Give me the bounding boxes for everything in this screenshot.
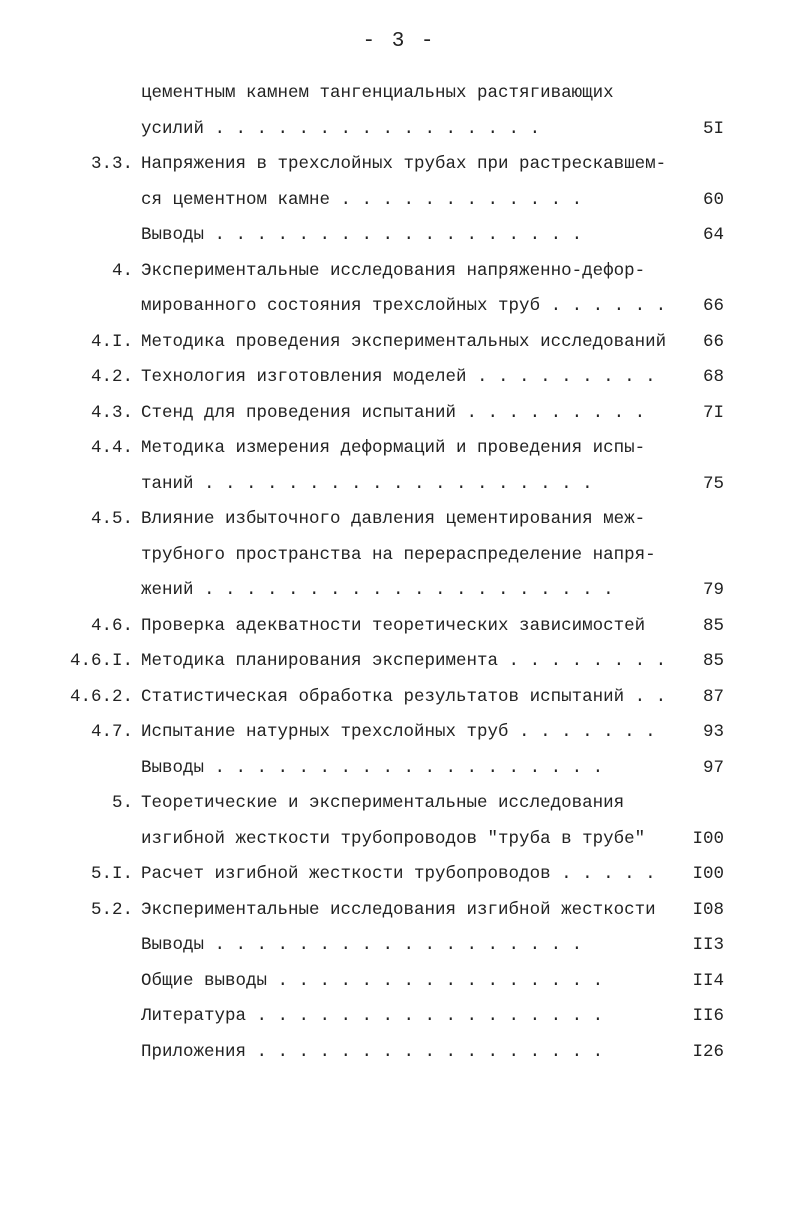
toc-section-number: 4.6. <box>90 615 133 636</box>
toc-page-number: 5I <box>702 118 724 139</box>
toc-line <box>0 540 798 570</box>
toc-page-number: 75 <box>702 473 724 494</box>
page-number: - 3 - <box>362 30 436 53</box>
toc-line <box>0 788 798 818</box>
toc-line <box>0 185 798 215</box>
toc-page-number: 66 <box>702 296 724 316</box>
toc-page-number: I00 <box>692 864 724 884</box>
toc-page-number: 93 <box>702 722 724 742</box>
toc-page-number: 60 <box>702 189 724 210</box>
toc-entry-text: жений . . . . . . . . . . . . . . . . . . . . <box>141 580 614 600</box>
toc-line <box>0 930 798 960</box>
toc-entry-text: Статистическая обработка результатов испытаний . . <box>141 686 667 707</box>
toc-entry-text: Экспериментальные исследования напряженно-дефор- <box>141 260 646 281</box>
toc-entry-text: Методика проведения экспериментальных исследований <box>141 331 667 352</box>
toc-line <box>0 1001 798 1031</box>
toc-entry-text: Испытание натурных трехслойных труб . . . . . . . <box>141 722 656 742</box>
toc-section-number: 4.6.I. <box>69 651 133 671</box>
toc-page-number: I26 <box>692 1041 724 1062</box>
toc-line <box>0 966 798 996</box>
toc-entry-text: ся цементном камне . . . . . . . . . . . . <box>141 189 583 210</box>
toc-line <box>0 646 798 676</box>
toc-line <box>0 895 798 925</box>
toc-entry-text: Методика планирования эксперимента . . . . . . . . <box>141 651 667 671</box>
toc-entry-text: Проверка адекватности теоретических зависимостей <box>141 615 646 636</box>
toc-page-number: I00 <box>692 828 724 849</box>
toc-section-number: 4.5. <box>90 509 133 529</box>
toc-section-number: 4.I. <box>90 331 133 352</box>
toc-entry-text: изгибной жесткости трубопроводов "труба в трубе" <box>141 828 646 849</box>
toc-section-number: 4. <box>111 260 133 281</box>
toc-line <box>0 149 798 179</box>
toc-page-number: 66 <box>702 331 724 352</box>
toc-entry-text: Расчет изгибной жесткости трубопроводов . . . . . <box>141 864 656 884</box>
toc-entry-text: мированного состояния трехслойных труб . . . . . . <box>141 296 667 316</box>
toc-section-number: 4.3. <box>90 402 133 423</box>
toc-entry-text: Влияние избыточного давления цементирования меж- <box>141 509 646 529</box>
toc-line <box>0 327 798 357</box>
toc-entry-text: Общие выводы . . . . . . . . . . . . . . . . <box>141 970 604 991</box>
toc-line <box>0 504 798 534</box>
toc-line <box>0 78 798 108</box>
toc-line <box>0 824 798 854</box>
toc-section-number: 4.2. <box>90 367 133 387</box>
toc-page-number: 64 <box>702 225 724 245</box>
toc-line <box>0 291 798 321</box>
toc-page-number: II6 <box>692 1006 724 1026</box>
toc-entry-text: Теоретические и экспериментальные исследования <box>141 793 625 813</box>
toc-entry-text: трубного пространства на перераспределение напря- <box>141 544 656 565</box>
toc-entry-text: Выводы . . . . . . . . . . . . . . . . . . <box>141 225 583 245</box>
toc-line <box>0 575 798 605</box>
toc-line <box>0 256 798 286</box>
toc-section-number: 5. <box>111 793 133 813</box>
toc-section-number: 4.7. <box>90 722 133 742</box>
toc-page-number: 87 <box>702 686 724 707</box>
toc-page-number: 7I <box>702 402 724 423</box>
toc-line <box>0 859 798 889</box>
toc-section-number: 5.2. <box>90 899 133 920</box>
toc-page-number: II4 <box>692 970 724 991</box>
toc-line <box>0 220 798 250</box>
toc-entry-text: Технология изготовления моделей . . . . . . . . . <box>141 367 656 387</box>
toc-entry-text: Методика измерения деформаций и проведения испы- <box>141 438 646 458</box>
toc-line <box>0 682 798 712</box>
toc-page-number: I08 <box>692 899 724 920</box>
toc-page-number: II3 <box>692 935 724 955</box>
toc-page-number: 85 <box>702 615 724 636</box>
toc-line <box>0 611 798 641</box>
toc-section-number: 3.3. <box>90 154 133 174</box>
toc-section-number: 4.4. <box>90 438 133 458</box>
toc-line <box>0 362 798 392</box>
toc-page-number: 79 <box>702 580 724 600</box>
toc-entry-text: Экспериментальные исследования изгибной жесткости <box>141 899 656 920</box>
toc-entry-text: цементным камнем тангенциальных растягивающих <box>141 83 614 103</box>
toc-line <box>0 433 798 463</box>
toc-section-number: 4.6.2. <box>69 686 133 707</box>
toc-entry-text: Стенд для проведения испытаний . . . . . . . . . <box>141 402 646 423</box>
toc-entry-text: Приложения . . . . . . . . . . . . . . . . . <box>141 1041 604 1062</box>
toc-entry-text: Выводы . . . . . . . . . . . . . . . . . . <box>141 935 583 955</box>
toc-line <box>0 717 798 747</box>
toc-line <box>0 1037 798 1067</box>
toc-line <box>0 469 798 499</box>
toc-entry-text: Выводы . . . . . . . . . . . . . . . . . . . <box>141 757 604 778</box>
toc-line <box>0 398 798 428</box>
toc-entry-text: усилий . . . . . . . . . . . . . . . . <box>141 118 541 139</box>
toc-page-number: 68 <box>702 367 724 387</box>
toc-section-number: 5.I. <box>90 864 133 884</box>
toc-entry-text: Литература . . . . . . . . . . . . . . . . . <box>141 1006 604 1026</box>
toc-page-number: 97 <box>702 757 724 778</box>
toc-line <box>0 114 798 144</box>
toc-page-number: 85 <box>702 651 724 671</box>
toc-entry-text: Напряжения в трехслойных трубах при растрескавшем- <box>141 154 667 174</box>
toc-line <box>0 753 798 783</box>
toc-entry-text: таний . . . . . . . . . . . . . . . . . . . <box>141 473 593 494</box>
